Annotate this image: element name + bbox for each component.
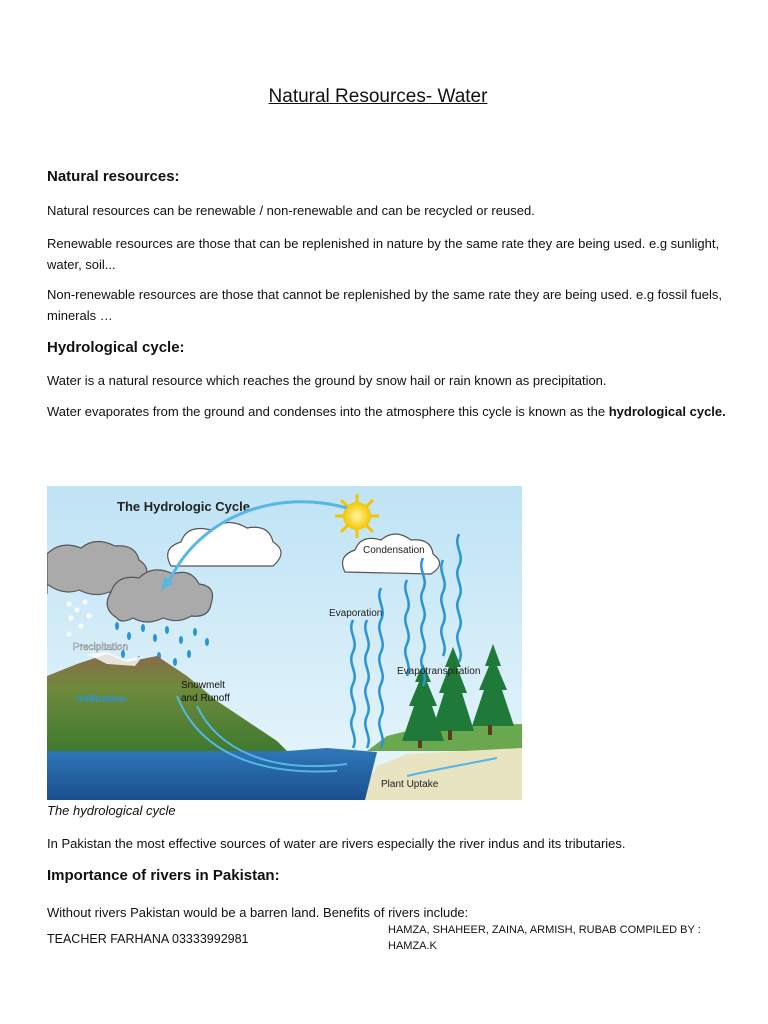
label-precipitation: Precipitation <box>73 642 129 653</box>
footer-compilers: HAMZA, SHAHEER, ZAINA, ARMISH, RUBAB COMPILED BY : HAMZA.K <box>388 924 701 952</box>
label-infiltration: Infiltration <box>77 694 126 705</box>
figure-title: The Hydrologic Cycle <box>117 499 250 514</box>
sun-icon <box>335 494 379 538</box>
label-and-runoff: and Runoff <box>181 693 230 704</box>
paragraph-precipitation: Water is a natural resource which reaches the ground by snow hail or rain known as precipitation. <box>47 373 607 388</box>
label-snowmelt: Snowmelt <box>181 680 225 691</box>
label-evapotranspiration: Evapotranspiration <box>397 666 481 677</box>
hydrologic-cycle-figure <box>47 486 522 800</box>
paragraph-hydrological <box>47 401 737 422</box>
label-plant-uptake: Plant Uptake <box>381 779 439 790</box>
figure-caption: The hydrological cycle <box>47 803 176 818</box>
page-title: Natural Resources- Water <box>268 86 488 107</box>
label-evaporation: Evaporation <box>329 608 383 619</box>
paragraph-hydrological-bold: hydrological cycle. <box>608 404 726 419</box>
ocean <box>47 748 377 800</box>
paragraph-renewable: Renewable resources are those that can be replenished in nature by the same rate they are being used. e.g sunlight, water, soil... <box>47 236 720 272</box>
paragraph-non-renewable: Non-renewable resources are those that cannot be replenished by the same rate they are being used. e.g fossil fuels, minerals … <box>47 287 722 323</box>
heading-importance-rivers: Importance of rivers in Pakistan: <box>47 867 280 884</box>
heading-natural-resources: Natural resources: <box>47 168 180 185</box>
paragraph-pakistan-rivers: In Pakistan the most effective sources of water are rivers especially the river indus and its tributaries. <box>47 836 626 851</box>
paragraph-natural-1: Natural resources can be renewable / non-renewable and can be recycled or reused. <box>47 203 535 218</box>
paragraph-rivers-benefits: Without rivers Pakistan would be a barren land. Benefits of rivers include: <box>47 905 469 920</box>
paragraph-hydrological-text: Water evaporates from the ground and condenses into the atmosphere this cycle is known as the <box>47 404 609 419</box>
footer-teacher: TEACHER FARHANA 03333992981 <box>47 932 249 946</box>
heading-hydrological-cycle: Hydrological cycle: <box>47 339 185 356</box>
label-condensation: Condensation <box>363 545 425 556</box>
